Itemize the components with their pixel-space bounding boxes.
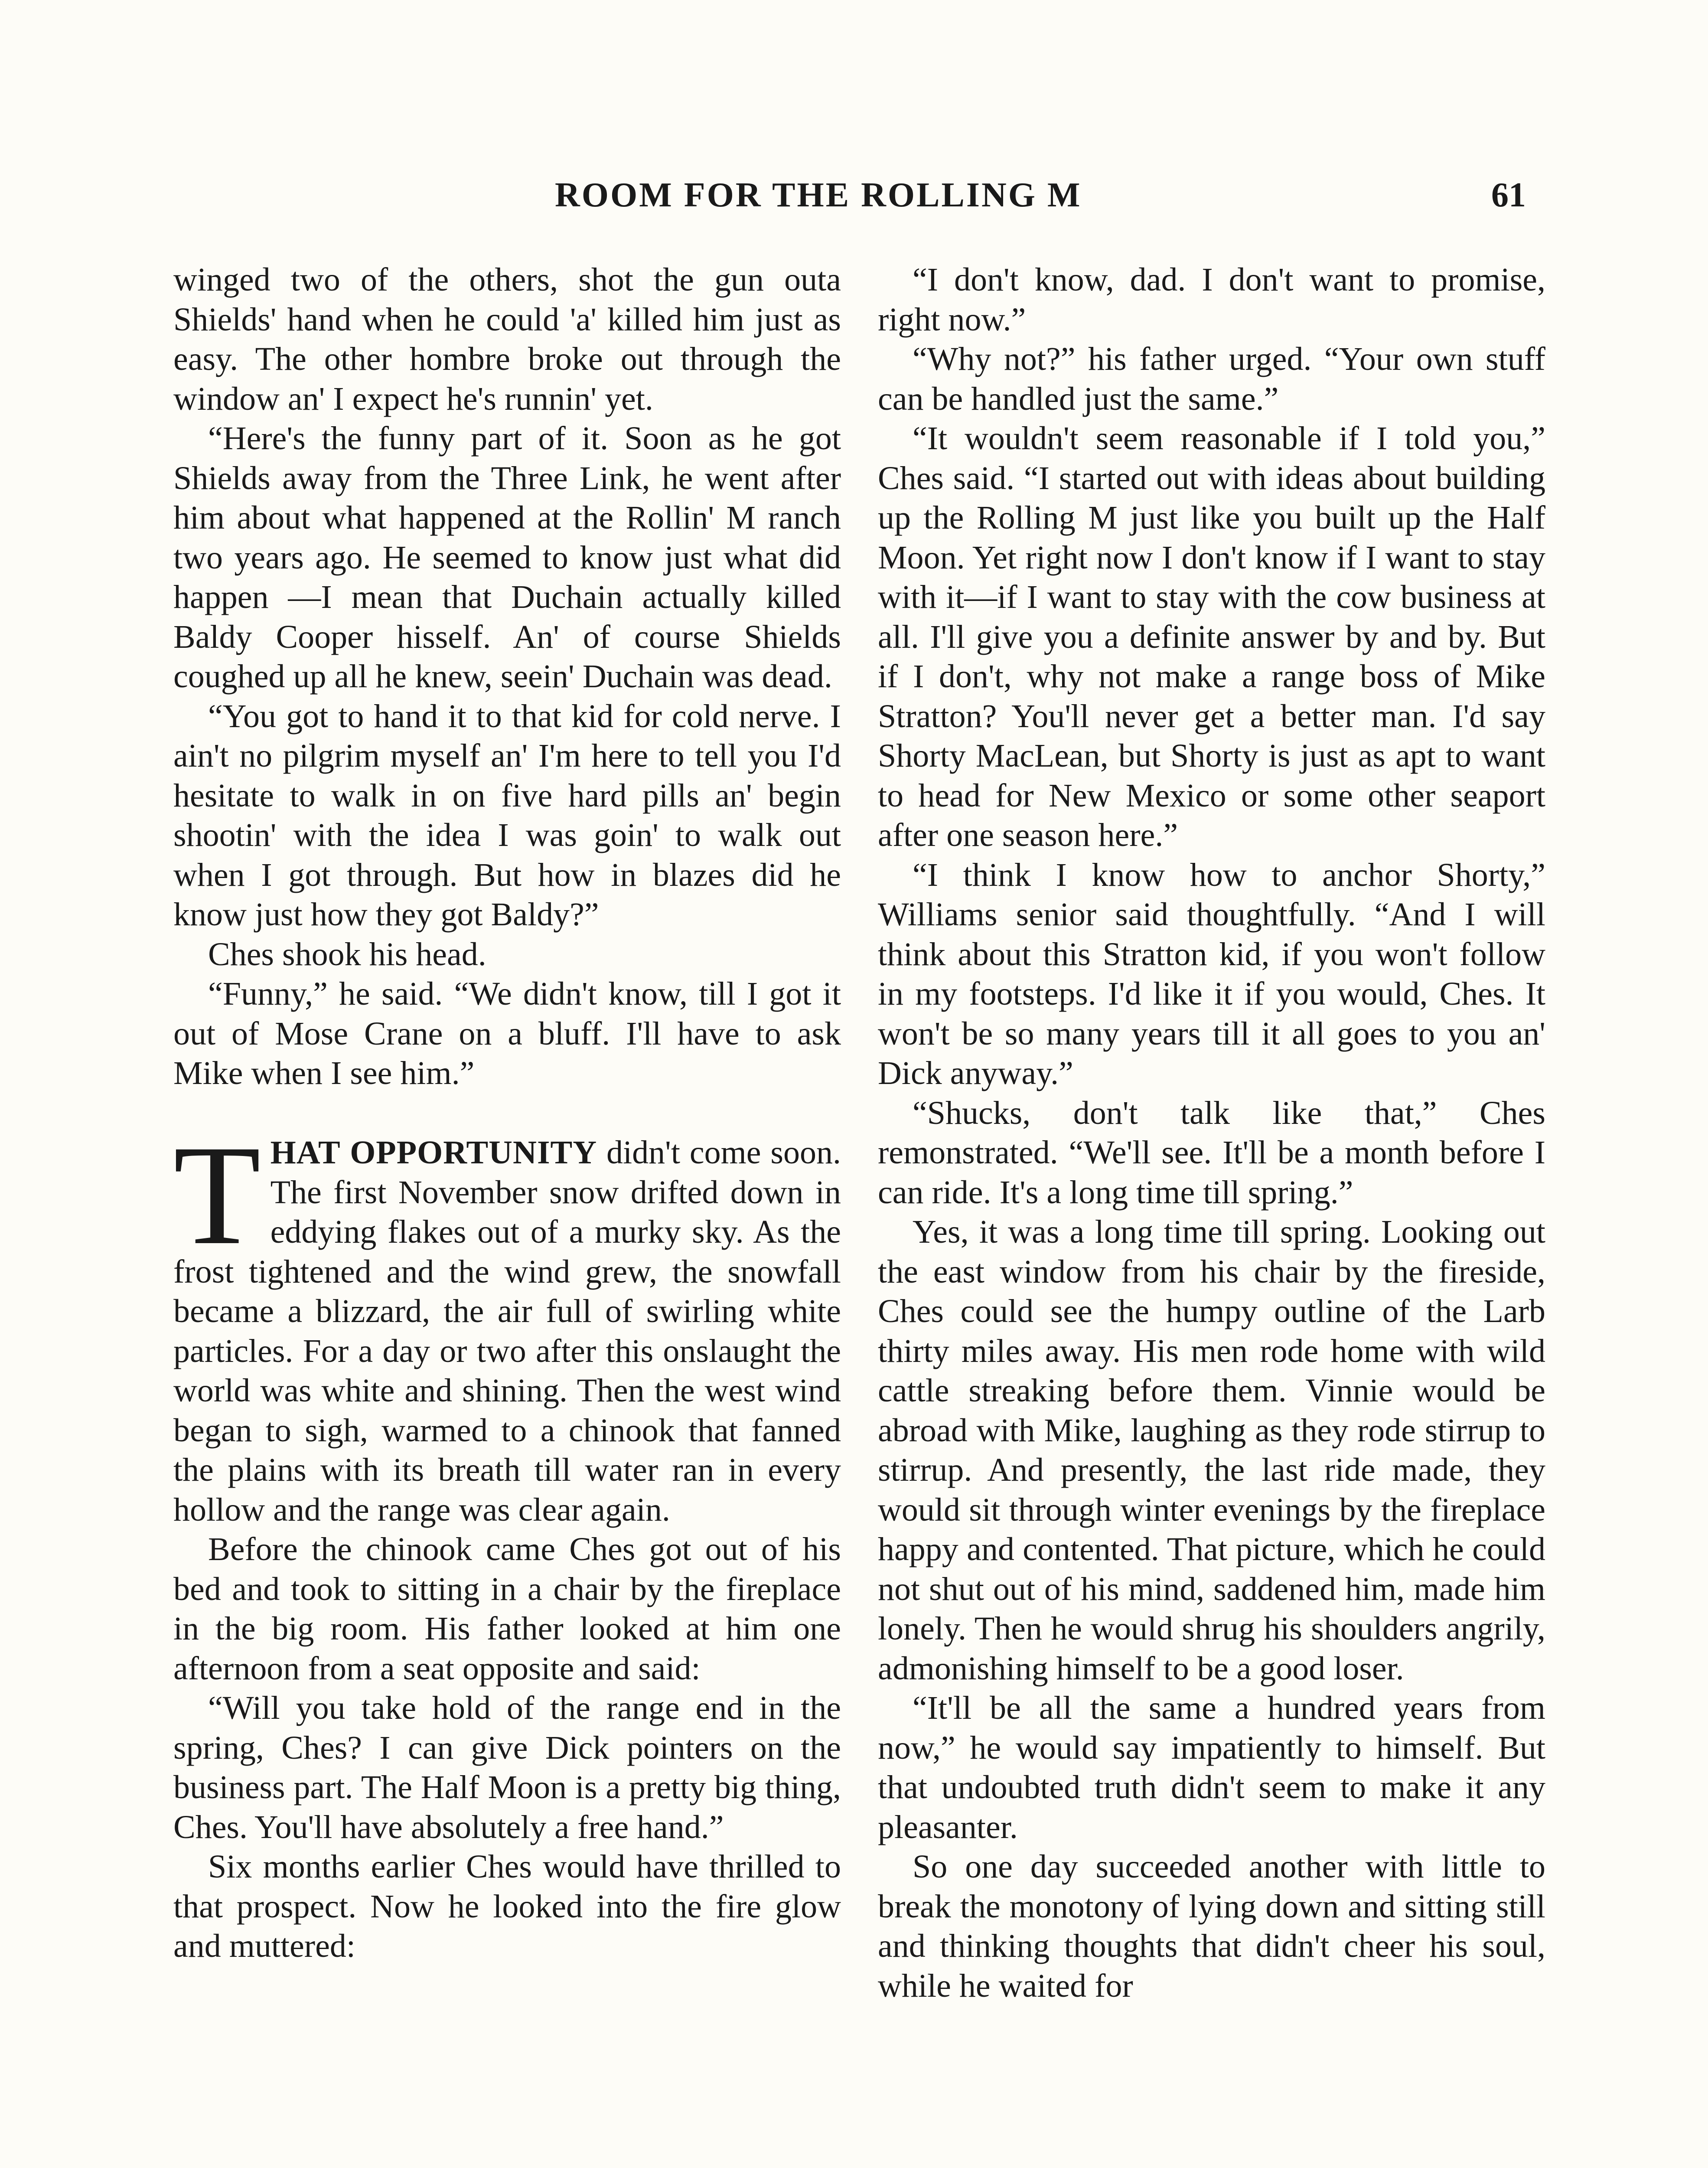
left-paragraph-1: winged two of the others, shot the gun outa Shields' hand when he could 'a' killed him just as easy. The other hombre broke out through the window an' I expect he's runnin' yet. bbox=[173, 261, 841, 417]
right-paragraph-1: “I don't know, dad. I don't want to promise, right now.” bbox=[878, 261, 1545, 338]
left-paragraph-4: Ches shook his head. bbox=[208, 936, 486, 973]
left-paragraph-5: “Funny,” he said. “We didn't know, till I got it out of Mose Crane on a bluff. I'll have to ask Mike when I see him.” bbox=[173, 976, 841, 1091]
right-paragraph-8: So one day succeeded another with little to break the monotony of lying down and sitting still and thinking thoughts that didn't cheer his soul, while he waited for bbox=[878, 1848, 1545, 2004]
right-paragraph-4: “I think I know how to anchor Shorty,” Williams senior said thoughtfully. “And I will think about this Stratton kid, if you won't follow in my footsteps. I'd like it if you would, Ches. It won't be so many years till it all goes to you an' Dick anyway.” bbox=[878, 856, 1545, 1091]
right-paragraph-2: “Why not?” his father urged. “Your own stuff can be handled just the same.” bbox=[878, 341, 1545, 417]
left-paragraph-3: “You got to hand it to that kid for cold nerve. I ain't no pilgrim myself an' I'm here to tell you I'd hesitate to walk in on five hard pills an' begin shootin' with the idea I was goin' to walk out when I got through. But how in blazes did he know just how they got Baldy?” bbox=[173, 698, 841, 933]
right-paragraph-5: “Shucks, don't talk like that,” Ches remonstrated. “We'll see. It'll be a month before I can ride. It's a long time till spring.” bbox=[878, 1094, 1545, 1211]
section-opening-paragraph bbox=[173, 1116, 841, 1530]
right-column bbox=[878, 260, 1545, 2006]
left-paragraph-8: “Will you take hold of the range end in the spring, Ches? I can give Dick pointers on the business part. The Half Moon is a pretty big thing, Ches. You'll have absolutely a free hand.” bbox=[173, 1690, 841, 1845]
left-paragraph-2: “Here's the funny part of it. Soon as he got Shields away from the Three Link, he went after him about what happened at the Rollin' M ranch two years ago. He seemed to know just what did happen —I mean that Duchain actually killed Baldy Cooper hisself. An' of course Shields coughed up all he knew, seein' Duchain was dead. bbox=[173, 420, 841, 695]
section-lead-words: HAT OPPORTUNITY bbox=[270, 1134, 597, 1171]
left-paragraph-7: Before the chinook came Ches got out of his bed and took to sitting in a chair by the fireplace in the big room. His father looked at him one afternoon from a seat opposite and said: bbox=[173, 1531, 841, 1687]
right-paragraph-7: “It'll be all the same a hundred years from now,” he would say impatiently to himself. But that undoubted truth didn't seem to make it any pleasanter. bbox=[878, 1690, 1545, 1845]
left-column bbox=[173, 260, 841, 1966]
page-number: 61 bbox=[1491, 176, 1526, 214]
section-opening-text: didn't come soon. The first November snow drifted down in eddying flakes out of a murky sky. As the frost tightened and the wind grew, the snowfall became a blizzard, the air full of swirling white particles. For a day or two after this onslaught the world was white and shining. Then the west wind began to sigh, warmed to a chinook that fanned the plains with its breath till water ran in every hollow and the range was clear again. bbox=[173, 1134, 841, 1528]
right-paragraph-3: “It wouldn't seem reasonable if I told you,” Ches said. “I started out with ideas about building up the Rolling M just like you built up the Half Moon. Yet right now I don't know if I want to stay with it—if I want to stay with the cow business at all. I'll give you a definite answer by and by. But if I don't, why not make a range boss of Mike Stratton? You'll never get a better man. I'd say Shorty MacLean, but Shorty is just as apt to want to head for New Mexico or some other seaport after one season here.” bbox=[878, 420, 1545, 853]
running-head-title: ROOM FOR THE ROLLING M bbox=[555, 176, 1082, 214]
left-paragraph-9: Six months earlier Ches would have thrilled to that prospect. Now he looked into the fire glow and muttered: bbox=[173, 1848, 841, 1964]
drop-cap: T bbox=[173, 1116, 261, 1274]
right-paragraph-6: Yes, it was a long time till spring. Looking out the east window from his chair by the fireside, Ches could see the humpy outline of the Larb thirty miles away. His men rode home with wild cattle streaking before them. Vinnie would be abroad with Mike, laughing as they rode stirrup to stirrup. And presently, the last ride made, they would sit through winter evenings by the fireplace happy and contented. That picture, which he could not shut out of his mind, saddened him, made him lonely. Then he would shrug his shoulders angrily, admonishing himself to be a good loser. bbox=[878, 1214, 1545, 1687]
